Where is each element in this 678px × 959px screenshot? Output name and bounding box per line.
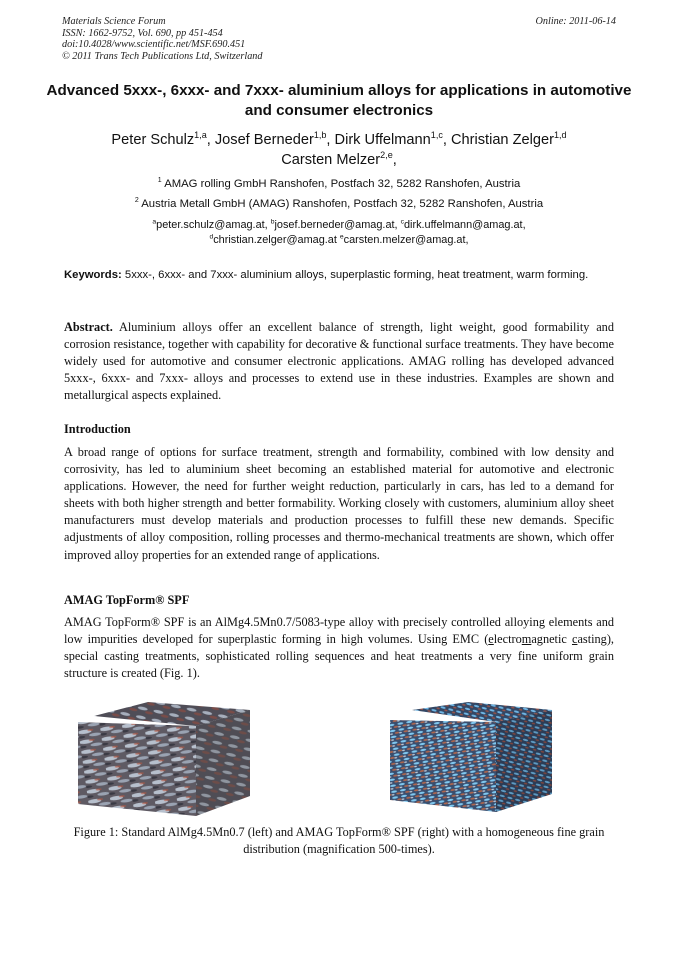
affiliation-1: $^1$ AMAG rolling GmbH Ranshofen, Postfach 32, 5282 Ranshofen, Austria (157, 177, 521, 190)
abstract-text: Aluminium alloys offer an excellent balance of strength, light weight, good formability and corrosion resistance, together with capability for decorative & functional surface treatments. They have become widely used for automotive and consumer electronic applications. AMAG rolling has developed advanced 5xxx-, 6xxx- and 7xxx- alloys and processes to extend use in these industries. Examples are shown and metallurgical aspects explained. (64, 320, 614, 403)
cube-front-face (390, 720, 496, 812)
section-heading-topform: AMAG TopForm® SPF (64, 593, 190, 607)
email[interactable]: $^e$carsten.melzer@amag.at, (339, 233, 469, 246)
microstructure-image-standard (74, 700, 250, 816)
author: Christian Zelger$^{1,d}$ (450, 130, 567, 148)
email[interactable]: $^c$dirk.uffelmann@amag.at, (400, 218, 526, 231)
email[interactable]: $^d$christian.zelger@amag.at (209, 233, 337, 246)
author: Dirk Uffelmann$^{1,c}$ (334, 130, 443, 148)
keywords-label: Keywords: (64, 269, 122, 281)
introduction-text: A broad range of options for surface treatment, strength and formability, combined with low density and corrosivity, has led to aluminium sheet becoming an established material for automotive and electronic applications. However, the need for further weight reduction, particularly in cars, has led to a demand for sheets with both higher strength and better formability. Working closely with customers, aluminium alloy sheet manufacturers must develop materials and production processes to fulfill these new demands. Specific adjustments of alloy composition, rolling processes and thermo-mechanical treatments are shown, which offer improved alloy properties for an extended range of applications. (64, 445, 614, 562)
keywords (64, 267, 614, 283)
journal-header (62, 16, 262, 62)
doi-line[interactable]: doi:10.4028/www.scientific.net/MSF.690.451 (62, 39, 246, 51)
author: Peter Schulz$^{1,a}$ (111, 130, 207, 148)
microstructure-image-topform (384, 700, 552, 812)
online-date: Online: 2011-06-14 (535, 16, 616, 27)
section-heading-introduction: Introduction (64, 422, 131, 436)
figure-caption: Figure 1: Standard AlMg4.5Mn0.7 (left) and AMAG TopForm® SPF (right) with a homogeneous fine grain distribution (magnification 500-times). (73, 825, 605, 857)
email[interactable]: $^a$peter.schulz@amag.at, (152, 218, 268, 231)
author-list: Peter Schulz$^{1,a}$, Josef Berneder$^{1,b}$, Dirk Uffelmann$^{1,c}$, Christian Zelger$^{1,d}$ Carsten Melzer$^{2,e}$, (111, 130, 567, 168)
journal-name: Materials Science Forum (62, 16, 166, 27)
email-list (40, 218, 638, 248)
copyright-line: © 2011 Trans Tech Publications Ltd, Switzerland (62, 50, 263, 62)
cube-front-face (78, 722, 196, 816)
abstract (64, 319, 614, 404)
author: Josef Berneder$^{1,b}$ (214, 130, 327, 148)
issn-line: ISSN: 1662-9752, Vol. 690, pp 451-454 (62, 27, 223, 39)
keywords-text: 5xxx-, 6xxx- and 7xxx- aluminium alloys, superplastic forming, heat treatment, warm forming. (124, 269, 589, 281)
email[interactable]: $^b$josef.berneder@amag.at, (270, 218, 398, 231)
paper-title: Advanced 5xxx-, 6xxx- and 7xxx- aluminium alloys for applications in automotive and consumer electronics (46, 82, 632, 119)
abstract-label: Abstract. (64, 320, 113, 334)
author: Carsten Melzer$^{2,e}$ (281, 150, 393, 168)
topform-text: AMAG TopForm® SPF is an AlMg4.5Mn0.7/5083-type alloy with precisely controlled alloying elements and low impurities developed for superplastic forming in high volumes. Using EMC (electromagnetic casting), special casting treatments, sophisticated rolling sequences and heat treatments a very fine uniform grain structure is created (Fig. 1). (64, 615, 614, 681)
affiliation-2: $^2$ Austria Metall GmbH (AMAG) Ranshofen, Postfach 32, 5282 Ranshofen, Austria (134, 197, 544, 210)
